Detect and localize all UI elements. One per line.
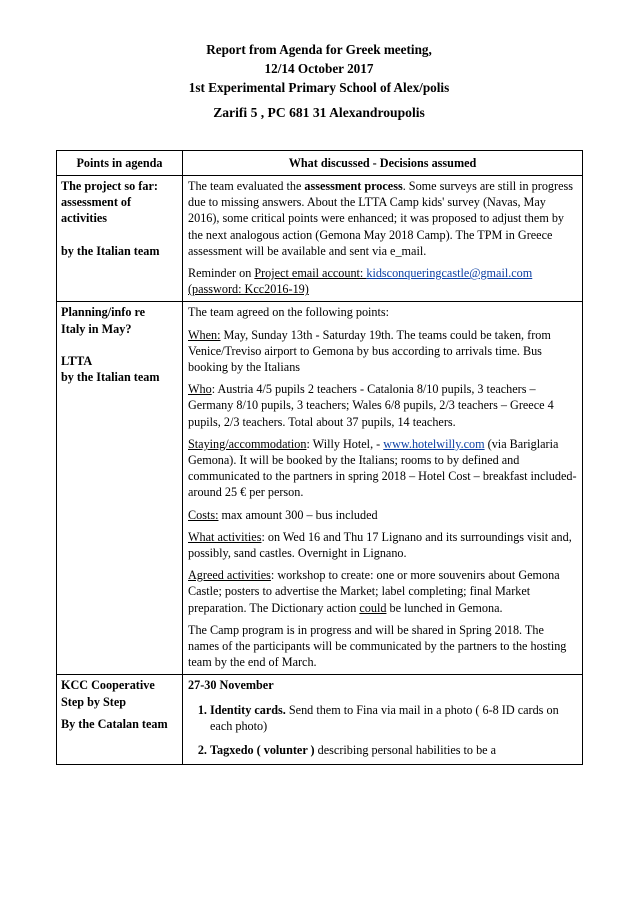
school-address: Zarifi 5 , PC 681 31 Alexandroupolis [213, 105, 425, 120]
agenda-point-team: by the Italian team [61, 370, 160, 385]
agenda-point-line: assessment of [61, 195, 132, 210]
agreed-activities-paragraph: Agreed activities: workshop to create: one or more souvenirs about Gemona Castle; posters to advertise the Market; label completing; final Market preparation. The Dictionary action could be lunched in Gemona. [188, 568, 560, 615]
table-header-row [57, 151, 583, 176]
step-list [188, 702, 577, 759]
accommodation-paragraph: Staying/accommodation: Willy Hotel, - www.hotelwilly.com (via Bariglaria Gemona). It will be booked by the Italians; rooms to by defined and communicated to the partners in spring 2018 – Hotel Cost – breakfast included- around 25 € per person. [188, 436, 577, 500]
hotel-website-link[interactable]: www.hotelwilly.com [383, 436, 485, 451]
column-header-points: Points in agenda [57, 151, 183, 176]
step-date: 27-30 November [188, 678, 274, 693]
list-item: 1. Identity cards. Send them to Fina via mail in a photo ( 6-8 ID cards on each photo) [210, 702, 577, 734]
agenda-point-line: The project so far: [61, 179, 158, 193]
agenda-point-cell [57, 176, 183, 302]
agenda-point-team: By the Catalan team [61, 716, 168, 731]
agenda-point-team: by the Italian team [61, 243, 160, 258]
decision-cell [183, 675, 583, 765]
agenda-point-cell [57, 302, 183, 675]
report-title-line-1: Report from Agenda for Greek meeting, [206, 42, 432, 57]
when-paragraph: When: May, Sunday 13th - Saturday 19th. The teams could be taken, from Venice/Treviso airport to Gemona by bus according to arrivals time. Bus booking by the Italians [188, 327, 551, 375]
email-reminder-paragraph: Reminder on Project email account: kidsconqueringcastle@gmail.com (password: Kcc2016-19) [188, 266, 533, 297]
decision-cell [183, 176, 583, 302]
camp-program-paragraph: The Camp program is in progress and will be shared in Spring 2018. The names of the participants will be communicated by the partners to the hosting team by the end of March. [188, 622, 567, 670]
list-item: 2. Tagxedo ( volunter ) describing personal habilities to be a [210, 742, 577, 758]
email-password: (password: Kcc2016-19) [188, 282, 309, 297]
table-row [57, 176, 583, 302]
activities-paragraph: What activities: on Wed 16 and Thu 17 Lignano and its surroundings visit and, possibly, sand castles. Overnight in Lignano. [188, 529, 572, 561]
decision-cell [183, 302, 583, 675]
report-title-line-3: 1st Experimental Primary School of Alex/polis [188, 80, 450, 95]
agenda-point-line: LTTA [61, 353, 93, 368]
agenda-table [56, 150, 583, 765]
agenda-point-cell [57, 675, 183, 765]
assessment-process-term: assessment process [304, 179, 403, 193]
assessment-paragraph: The team evaluated the assessment process. Some surveys are still in progress due to missing answers. About the LTTA Camp kids' survey (Navas, May 2016), some critical points were enhanced; it was proposed to adjust them by the next analogous action (Gemona May 2018 Camp). The TPM in Greece assessment will be available and sent via e_mail. [188, 179, 573, 258]
who-paragraph: Who: Austria 4/5 pupils 2 teachers - Catalonia 8/10 pupils, 3 teachers – Germany 8/10 pupils, 3 teachers; Wales 6/8 pupils, 2/3 teachers – Greece 4 pupils, 2/3 teachers. Total about 37 pupils, 14 teachers. [188, 382, 554, 429]
report-title-line-2: 12/14 October 2017 [264, 61, 374, 76]
column-header-decisions: What discussed - Decisions assumed [183, 151, 583, 176]
costs-paragraph: Costs: max amount 300 – bus included [188, 507, 378, 522]
agenda-point-line: KCC Cooperative Step by Step [61, 678, 155, 709]
agreement-intro: The team agreed on the following points: [188, 305, 390, 320]
agenda-point-line: Italy in May? [61, 321, 132, 336]
table-row [57, 675, 583, 765]
table-row [57, 302, 583, 675]
project-email-link[interactable]: kidsconqueringcastle@gmail.com [366, 266, 533, 281]
agenda-point-line: activities [61, 211, 108, 226]
agenda-point-line: Planning/info re [61, 305, 146, 320]
